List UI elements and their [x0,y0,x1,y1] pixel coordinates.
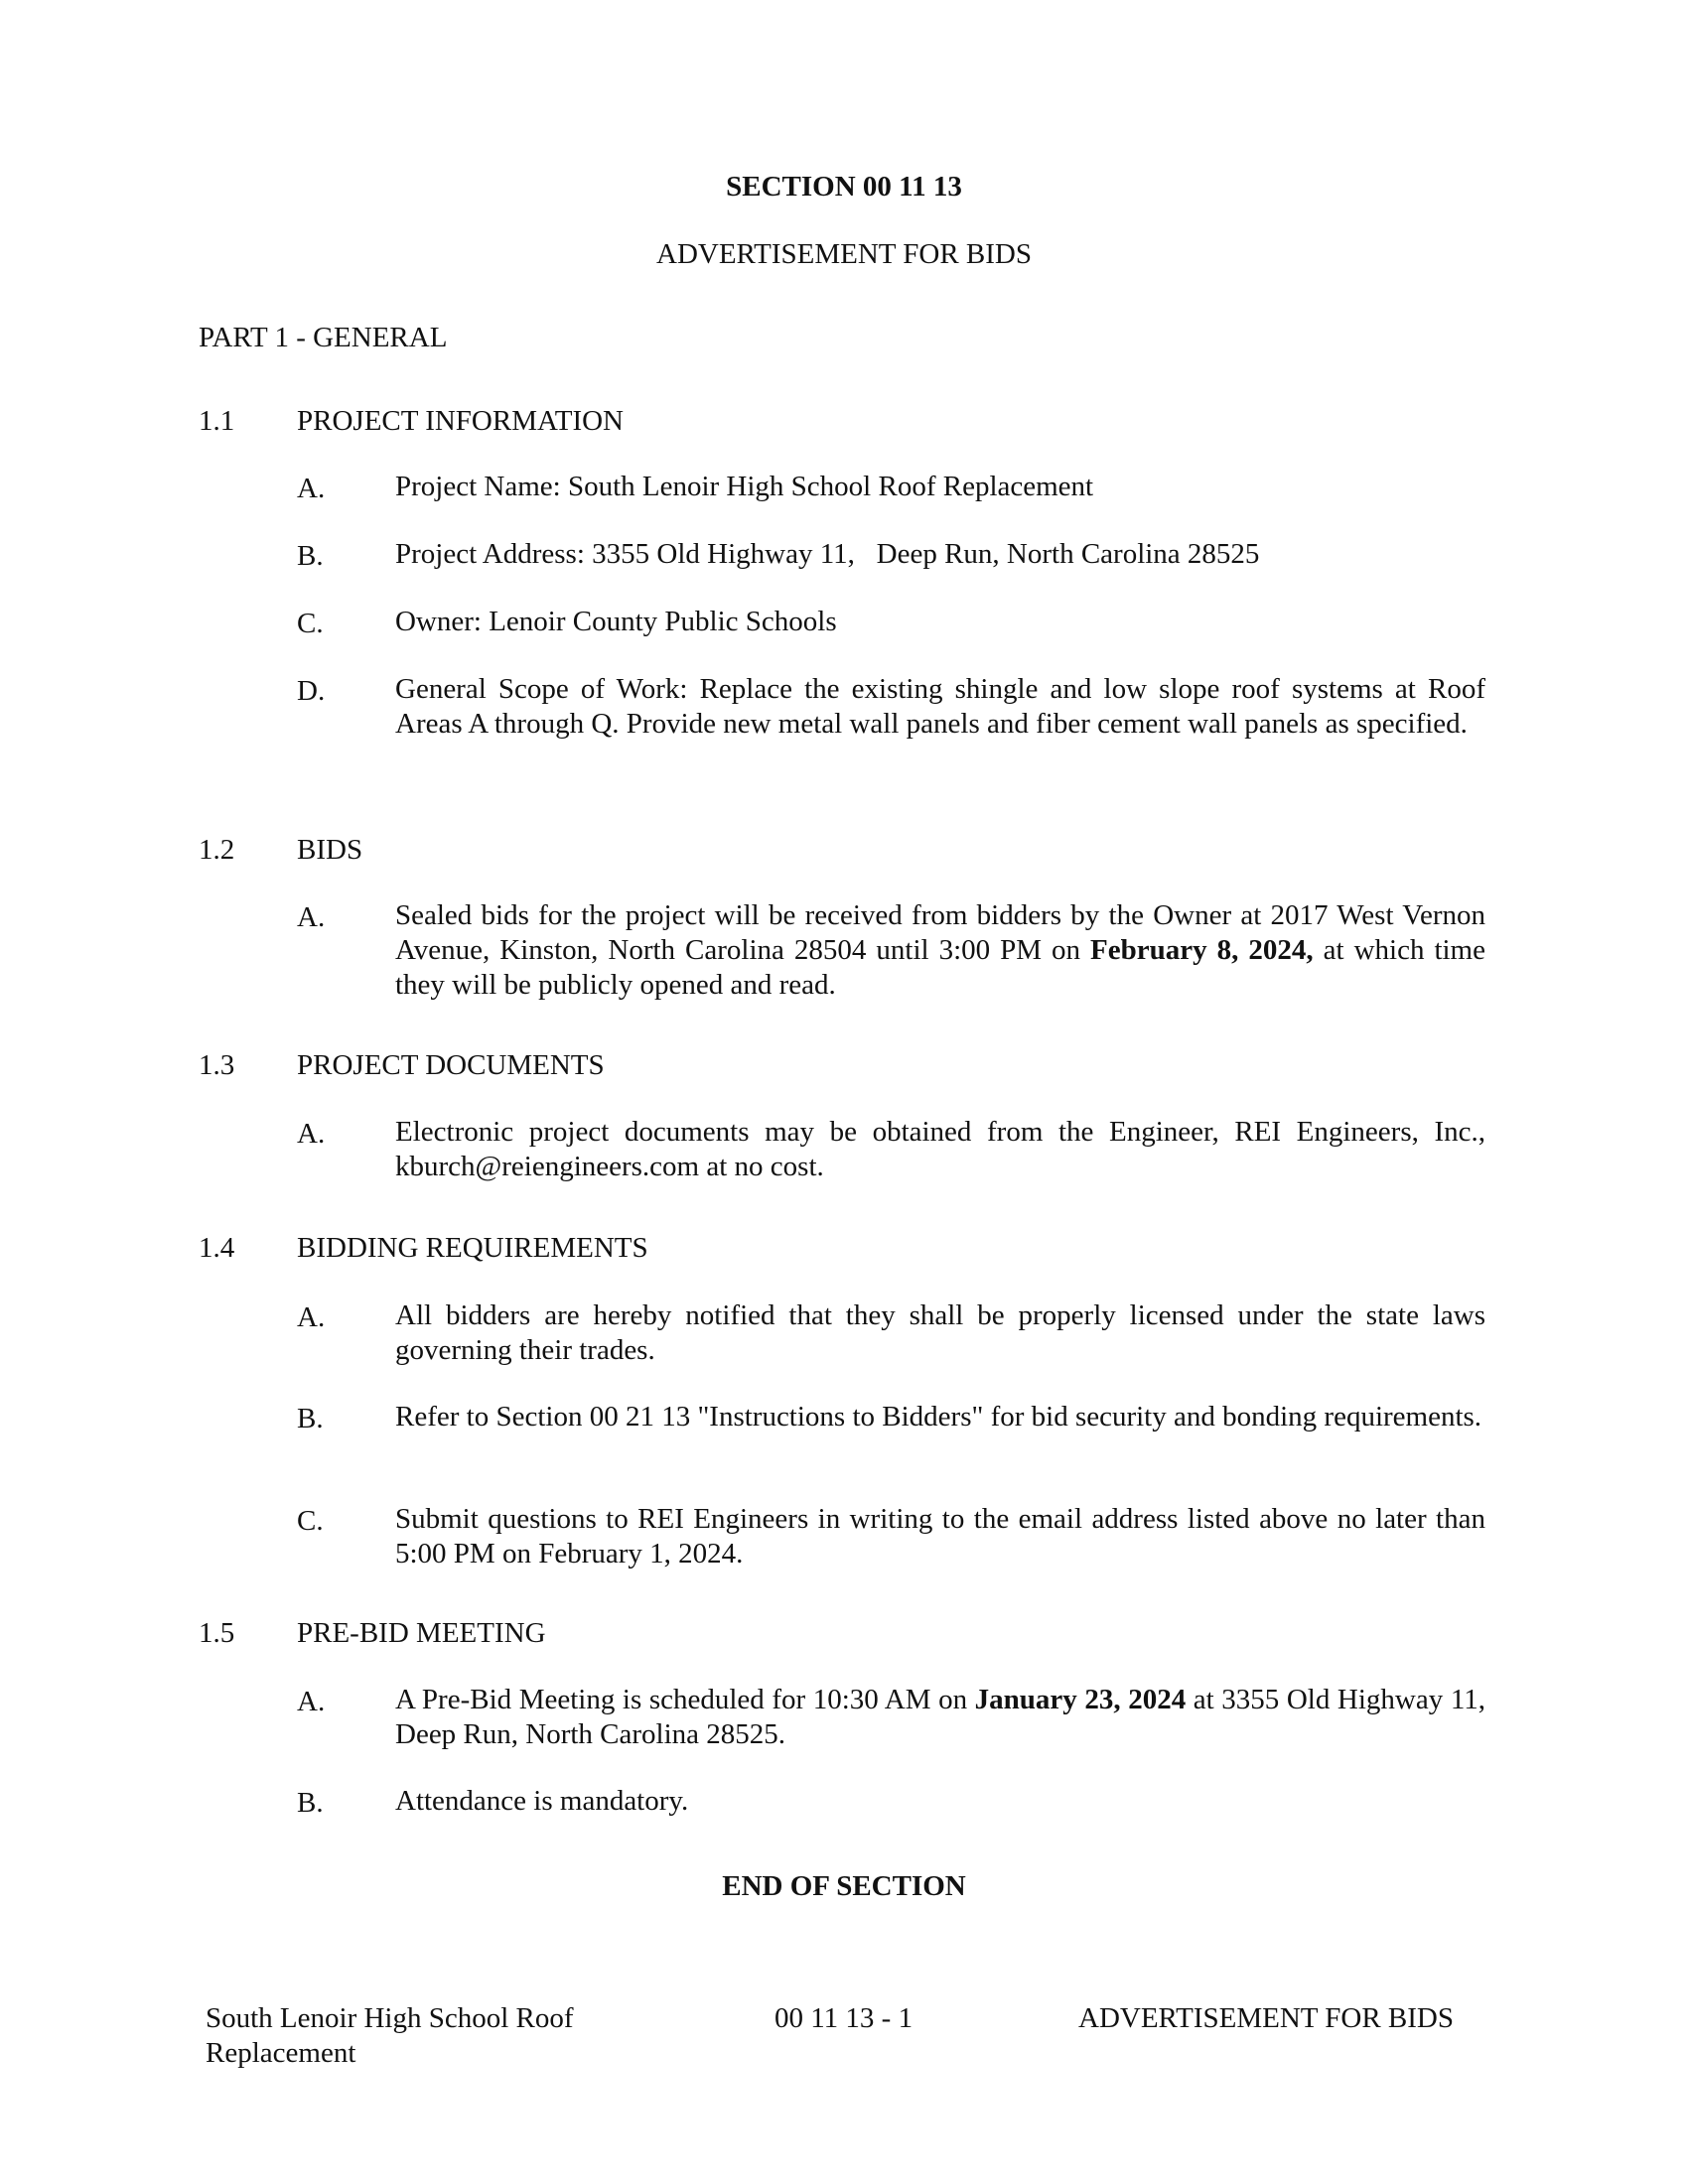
item-letter: B. [297,540,324,572]
section-1-5-title: PRE-BID MEETING [297,1617,546,1649]
item-letter: A. [297,1301,326,1333]
footer-project-name: South Lenoir High School Roof Replacement [206,2002,574,2069]
footer-document-title: ADVERTISEMENT FOR BIDS [1078,2002,1454,2034]
sealed-bids-text: Sealed bids for the project will be received from bidders by the Owner at 2017 West Vernon Avenue, Kinston, North Carolina 28504 until 3:00 PM on [395,899,1485,966]
project-name-text: Project Name: South Lenoir High School Roof Replacement [395,471,1094,502]
item-letter: B. [297,1403,324,1434]
pre-bid-meeting-paragraph [395,1683,1507,1752]
item-letter: A. [297,1686,326,1717]
section-1-1-number: 1.1 [199,405,235,437]
section-1-3-number: 1.3 [199,1049,235,1081]
section-1-2-number: 1.2 [199,834,235,866]
bid-due-date: February 8, 2024, [1090,934,1314,966]
item-letter: A. [297,901,326,933]
item-letter: B. [297,1787,324,1819]
sealed-bids-text-end: at which time they will be publicly opened and read. [395,934,1485,1001]
attendance-text: Attendance is mandatory. [395,1785,689,1817]
end-of-section: END OF SECTION [722,1870,966,1902]
sealed-bids-paragraph [395,898,1485,1003]
part-heading: PART 1 - GENERAL [199,322,448,353]
item-letter: A. [297,473,326,504]
section-1-2-title: BIDS [297,834,363,866]
licensing-text: All bidders are hereby notified that they shall be properly licensed under the state laws governing their trades. [395,1299,1485,1366]
pre-bid-date: January 23, 2024 [974,1684,1187,1715]
section-1-5-number: 1.5 [199,1617,235,1649]
item-letter: A. [297,1118,326,1150]
document-title: ADVERTISEMENT FOR BIDS [656,238,1032,270]
item-letter: C. [297,1505,324,1537]
item-letter: C. [297,608,324,639]
section-1-3-title: PROJECT DOCUMENTS [297,1049,605,1081]
bid-security-text: Refer to Section 00 21 13 "Instructions to Bidders" for bid security and bonding requirements. [395,1401,1482,1433]
scope-of-work-text: General Scope of Work: Replace the existing shingle and low slope roof systems at Roof Areas A through Q. Provide new metal wall panels and fiber cement wall panels as specified. [395,673,1485,740]
section-1-1-title: PROJECT INFORMATION [297,405,624,437]
section-number-heading: SECTION 00 11 13 [726,171,962,203]
questions-text: Submit questions to REI Engineers in writing to the email address listed above no later than 5:00 PM on February 1, 2024. [395,1503,1485,1570]
section-1-4-title: BIDDING REQUIREMENTS [297,1232,648,1264]
project-address-text: Project Address: 3355 Old Highway 11, Deep Run, North Carolina 28525 [395,538,1260,570]
owner-text: Owner: Lenoir County Public Schools [395,606,837,637]
pre-bid-text: A Pre-Bid Meeting is scheduled for 10:30 AM on [395,1684,975,1715]
project-documents-text: Electronic project documents may be obtained from the Engineer, REI Engineers, Inc., kburch@reiengineers.com at no cost. [395,1116,1485,1182]
footer-page-number: 00 11 13 - 1 [774,2002,914,2034]
pre-bid-text-end: at 3355 Old Highway 11, Deep Run, North Carolina 28525. [395,1684,1507,1750]
section-1-4-number: 1.4 [199,1232,235,1264]
item-letter: D. [297,675,326,707]
